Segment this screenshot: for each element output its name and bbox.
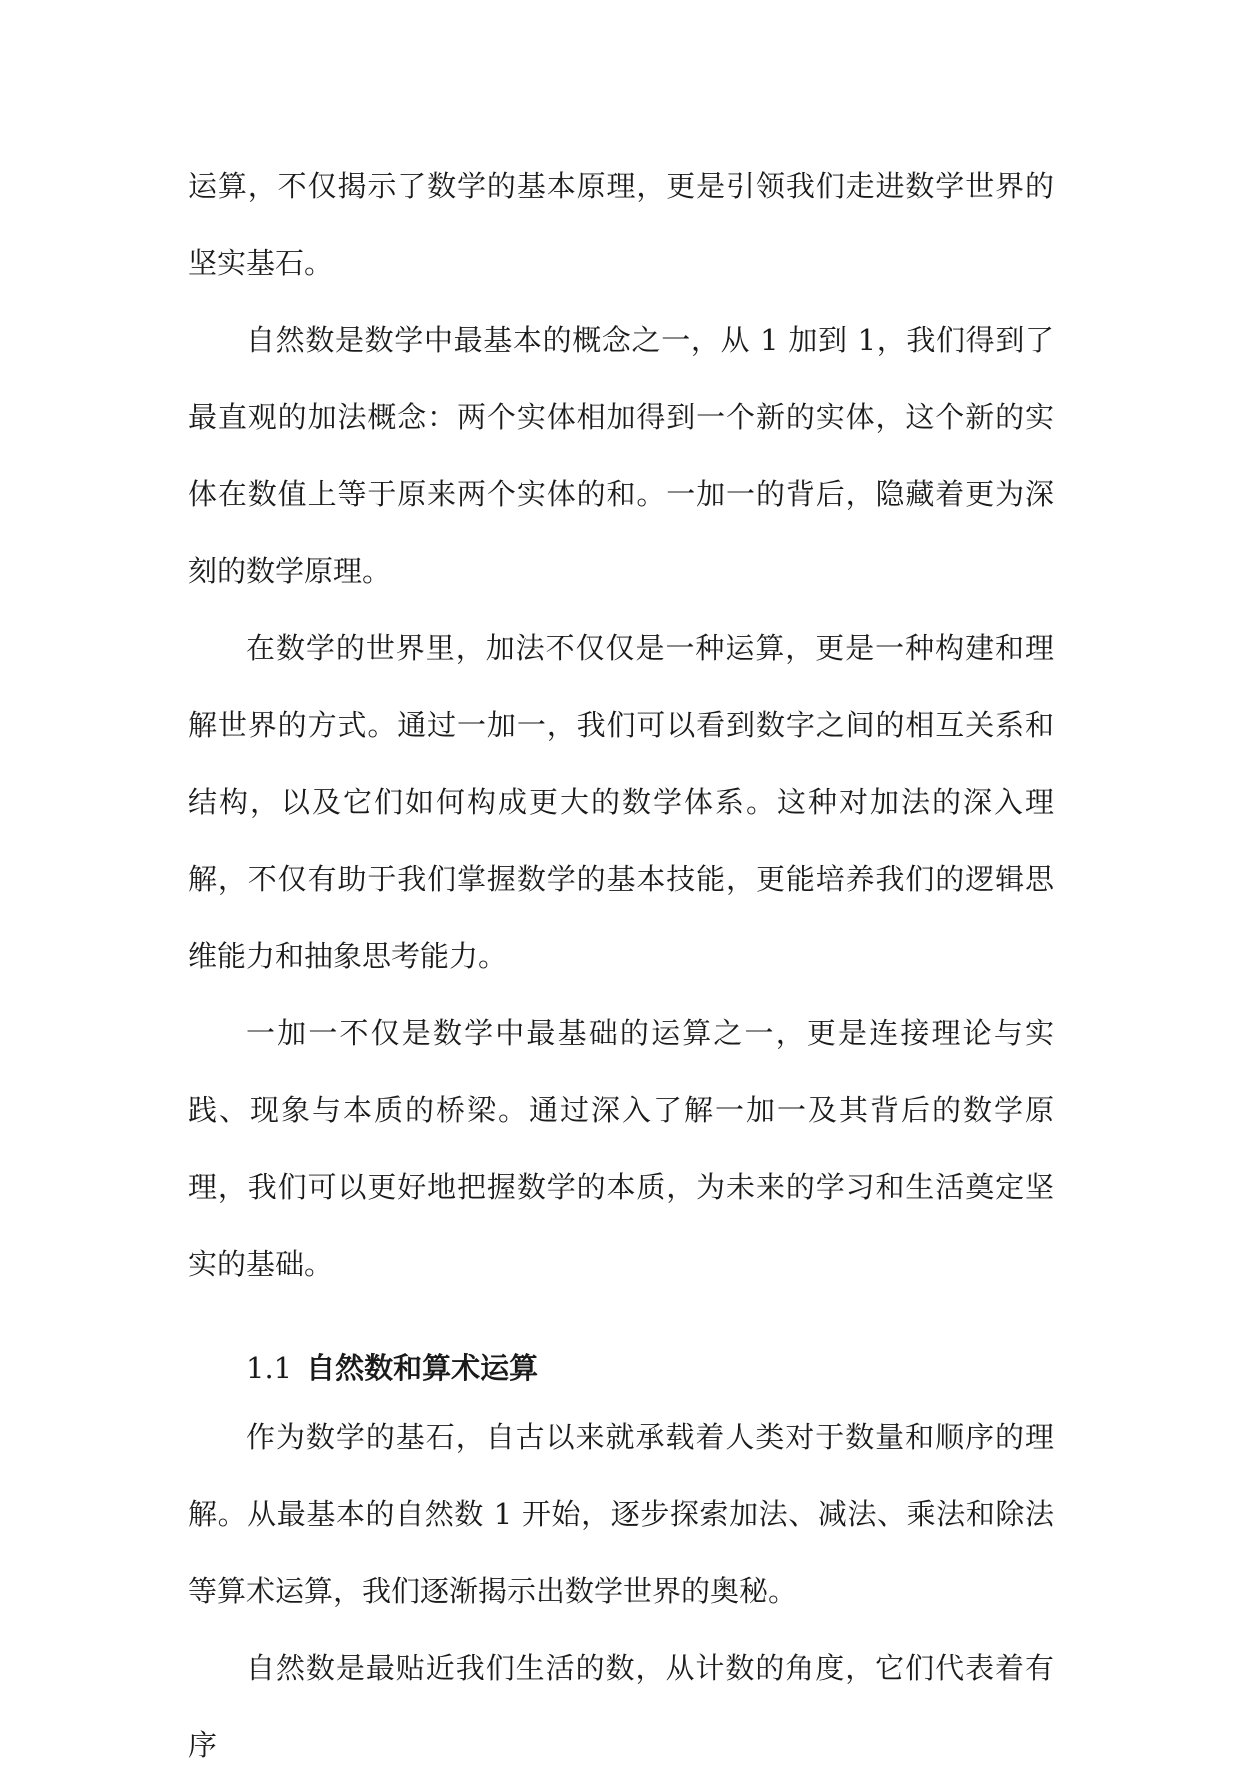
- section-number: 1.1: [246, 1351, 293, 1385]
- paragraph-closest-numbers: 自然数是最贴近我们生活的数，从计数的角度，它们代表着有序: [188, 1651, 1054, 1762]
- paragraph-continuation: 运算，不仅揭示了数学的基本原理，更是引领我们走进数学世界的坚实基石。: [188, 169, 1054, 280]
- paragraph-addition-world: 在数学的世界里，加法不仅仅是一种运算，更是一种构建和理解世界的方式。通过一加一，我们可以看到数字之间的相互关系和结构，以及它们如何构成更大的数学体系。这种对加法的深入理解，不仅有助于我们掌握数学的基本技能，更能培养我们的逻辑思维能力和抽象思考能力。: [188, 631, 1054, 973]
- section-title: 自然数和算术运算: [306, 1351, 539, 1385]
- paragraph-bridge: 一加一不仅是数学中最基础的运算之一，更是连接理论与实践、现象与本质的桥梁。通过深入了解一加一及其背后的数学原理，我们可以更好地把握数学的本质，为未来的学习和生活奠定坚实的基础。: [188, 1016, 1054, 1281]
- section-heading: [188, 1341, 1054, 1395]
- paragraph-natural-numbers: 自然数是数学中最基本的概念之一，从 1 加到 1，我们得到了最直观的加法概念：两个实体相加得到一个新的实体，这个新的实体在数值上等于原来两个实体的和。一加一的背后，隐藏着更为深刻的数学原理。: [188, 323, 1054, 588]
- document-page: [188, 148, 1054, 1784]
- paragraph-cornerstone: 作为数学的基石，自古以来就承载着人类对于数量和顺序的理解。从最基本的自然数 1 开始，逐步探索加法、减法、乘法和除法等算术运算，我们逐渐揭示出数学世界的奥秘。: [188, 1420, 1054, 1608]
